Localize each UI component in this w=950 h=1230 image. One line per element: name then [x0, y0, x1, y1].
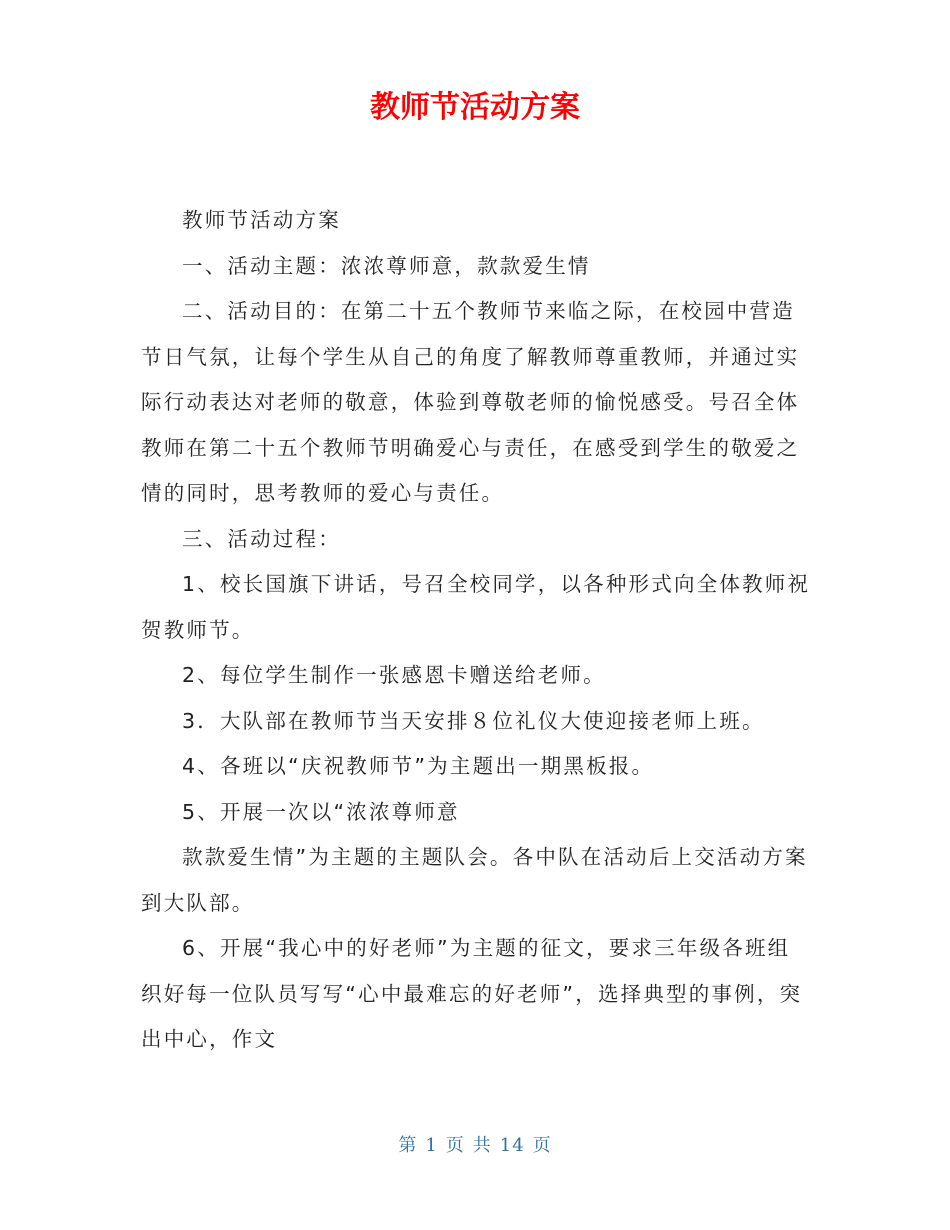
paragraph-item-6: 6、开展“我心中的好老师”为主题的征文，要求三年级各班组织好每一位队员写写“心中最难忘的好老师”，选择典型的事例，突出中心，作文 — [141, 936, 803, 1051]
paragraph-item-3: 3．大队部在教师节当天安排８位礼仪大使迎接老师上班。 — [182, 708, 765, 733]
paragraph-item-5: 5、开展一次以“浓浓尊师意 — [182, 799, 460, 824]
footer-total-prefix: 共 — [472, 1135, 492, 1156]
paragraph-theme: 一、活动主题：浓浓尊师意，款款爱生情 — [182, 253, 591, 278]
footer-prefix: 第 — [398, 1135, 418, 1156]
footer-total-pages: 14 — [499, 1135, 525, 1156]
paragraph-purpose: 二、活动目的：在第二十五个教师节来临之际，在校园中营造节日气氛，让每个学生从自己的角度了解教师尊重教师，并通过实际行动表达对老师的敬意，体验到尊敬老师的愉悦感受。号召全体教师在第二十五个教师节明确爱心与责任，在感受到学生的敬爱之情的同时，思考教师的爱心与责任。 — [141, 299, 800, 505]
paragraph-item-2: 2、每位学生制作一张感恩卡赠送给老师。 — [182, 663, 606, 687]
document-title: 教师节活动方案 — [370, 90, 580, 125]
paragraph-item-5-continued: 款款爱生情”为主题的主题队会。各中队在活动后上交活动方案到大队部。 — [141, 845, 808, 915]
paragraph-heading: 教师节活动方案 — [182, 208, 341, 232]
footer-suffix: 页 — [532, 1135, 552, 1156]
footer-page-word: 页 — [445, 1135, 465, 1156]
footer-current-page: 1 — [425, 1135, 438, 1156]
paragraph-item-4: 4、各班以“庆祝教师节”为主题出一期黑板报。 — [182, 754, 655, 778]
page-footer — [0, 1131, 950, 1157]
paragraph-item-1: 1、校长国旗下讲话，号召全校同学，以各种形式向全体教师祝贺教师节。 — [141, 572, 811, 642]
document-body — [141, 198, 811, 1063]
paragraph-process-heading: 三、活动过程： — [182, 526, 341, 551]
